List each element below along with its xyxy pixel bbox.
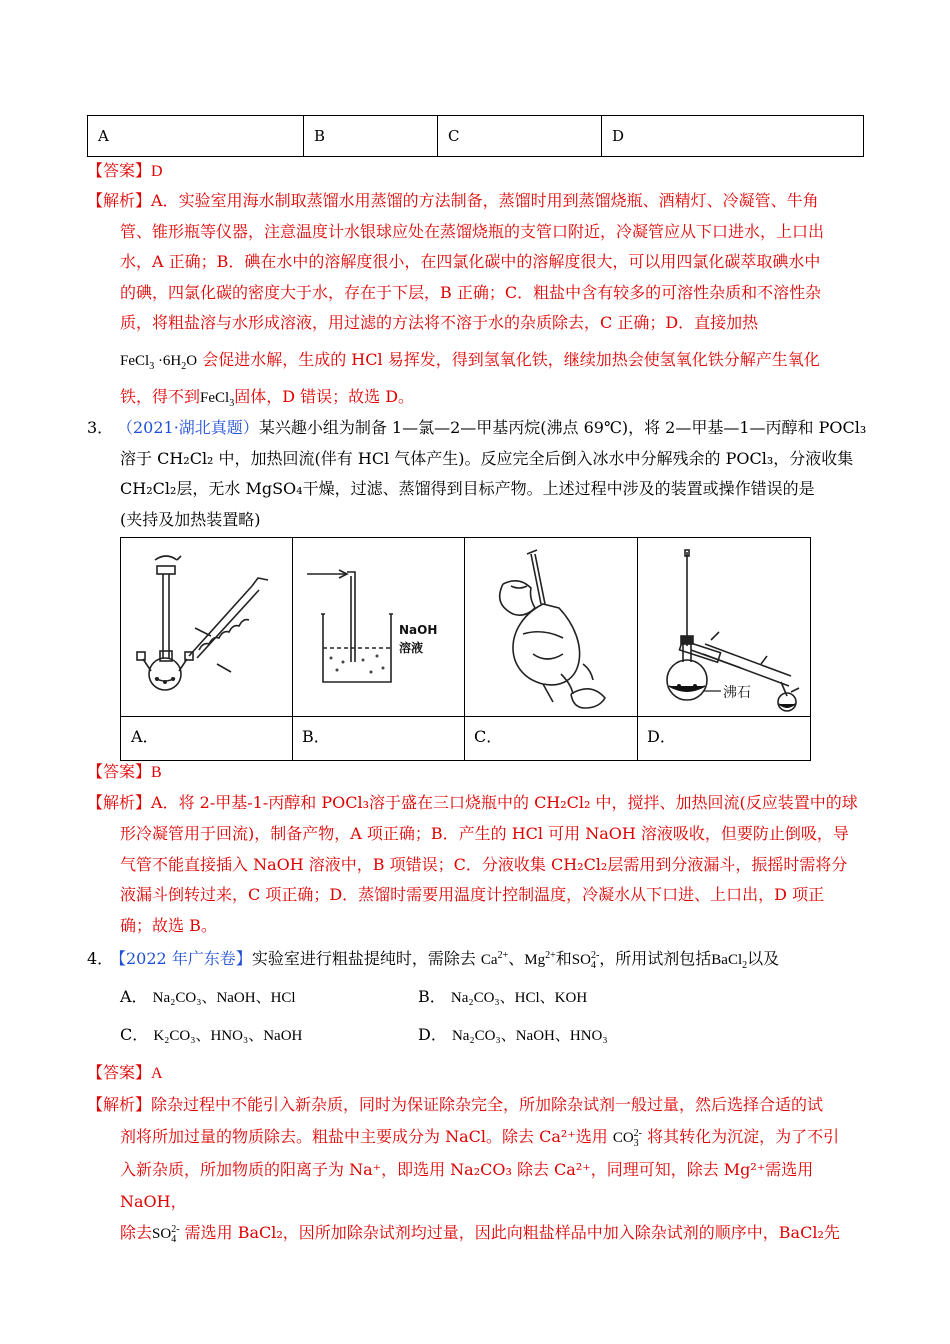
formula-bacl2: BaCl$_2$ <box>711 952 748 971</box>
question-source: （2021·湖北真题） <box>117 418 259 437</box>
figure-option-b: B． <box>302 727 330 746</box>
answer-label: 【答案】 <box>87 161 152 180</box>
q2-analysis: 【解析】A．实验室用海水制取蒸馏水用蒸馏的方法制备，蒸馏时用到蒸馏烧瓶、酒精灯、冷凝管、牛角 管、锥形瓶等仪器，注意温度计水银球应处在蒸馏烧瓶的支管口附近，冷凝管应从下口进水，上口出 水，A 正确；B．碘在水中的溶解度很小，在四氯化碳中的溶解度很大，可以用四氯化碳萃取碘水中 的碘，四氯化碳的密度大于水，存在于下层，B 正确；C．粗盐中含有较多的可溶性杂质和不溶性杂 质，将粗盐溶与水形成溶液，用过滤的方法将不溶于水的杂质除去，C 正确；D．直接加热 FeCl$_3$ $\cdot 6H_2O$ 会促进水解，生成的 HCl 易挥发，得到氢氧化铁，继续加热会使氢氧化铁分解产生氧化 铁，得不到FeCl$_3$固体，D 错误；故选 D。 <box>87 186 867 414</box>
q4-option-b[interactable]: B． Na₂CO₃、HCl、KOH <box>418 987 588 1006</box>
question-source: 【2022 年广东卷】 <box>110 949 252 968</box>
q4-option-c[interactable]: C． K₂CO₃、HNO₃、NaOH <box>120 1025 303 1044</box>
q4-option-a[interactable]: A． Na₂CO₃、NaOH、HCl <box>120 987 296 1006</box>
answer-options-table <box>87 115 864 157</box>
q3-analysis: 【解析】A．将 2-甲基-1-丙醇和 POCl₃溶于盛在三口烧瓶中的 CH₂Cl₂ 中，搅拌、加热回流(反应装置中的球 形冷凝管用于回流)，制备产物，A 项正确；B．产生的 HCl 可用 NaOH 溶液吸收，但要防止倒吸，导 气管不能直接插入 NaOH 溶液中，B 项错误；C．分液收集 CH₂Cl₂层需用到分液漏斗，振摇时需将分 液漏斗倒转过来，C 项正确；D．蒸馏时需要用温度计控制温度，冷凝水从下口进、上口出，D 项正 确；故选 B。 <box>87 793 858 936</box>
table-cell: A <box>88 116 304 157</box>
separatory-funnel-figure <box>473 544 633 712</box>
analysis-line: 【解析】A．实验室用海水制取蒸馏水用蒸馏的方法制备，蒸馏时用到蒸馏烧瓶、酒精灯、冷凝管、牛角 <box>87 191 819 210</box>
apparatus-figure-table <box>120 537 811 761</box>
ion-mg: $Mg^{2+}$ <box>524 950 556 968</box>
figure-option-d: D． <box>647 727 676 746</box>
q4-option-d[interactable]: D． Na₂CO₃、NaOH、HNO₃ <box>418 1025 608 1044</box>
ion-co3: $CO_3^{2-}$ <box>612 1127 642 1149</box>
reflux-apparatus-figure <box>127 546 287 711</box>
naoh-label: NaOH <box>399 623 438 637</box>
ion-so4: $SO_4^{2-}$ <box>152 1224 180 1245</box>
q2-answer <box>87 156 163 187</box>
ion-so4: $SO_4^{2-}$ <box>571 950 600 971</box>
figure-option-c: C． <box>474 727 503 746</box>
answer-value: D <box>151 163 163 180</box>
answer-value: B <box>151 764 162 781</box>
q4-stem: 4．【2022 年广东卷】实验室进行粗盐提纯时，需除去 $Ca^{2+}$、$Mg^{2+}$和$SO_4^{2-}$，所用试剂包括BaCl$_2$以及 <box>87 944 867 975</box>
question-number: 4． <box>87 949 114 968</box>
q4-analysis: 【解析】除杂过程中不能引入新杂质，同时为保证除杂完全，所加除杂试剂一般过量，然后选择合适的试 剂将所加过量的物质除去。粗盐中主要成分为 NaCl。除去 Ca²⁺选用 $CO_3^{2-}$ 将其转化为沉淀，为了不引 入新杂质，所加物质的阳离子为 Na⁺，即选用 Na₂CO₃ 除去 Ca²⁺，同理可知，除去 Mg²⁺需选用 NaOH， 除去$SO_4^{2-}$ 需选用 BaCl₂，因所加除杂试剂均过量，因此向粗盐样品中加入除杂试剂的顺序中，BaCl₂先 <box>87 1095 840 1245</box>
boiling-stone-label: 沸石 <box>723 685 751 701</box>
formula-fecl3-6h2o: FeCl$_3$ $\cdot 6H_2O$ <box>120 352 198 372</box>
table-cell: D <box>602 116 864 157</box>
distillation-apparatus-figure <box>641 546 807 714</box>
figure-option-a: A． <box>131 727 159 746</box>
answer-label: 【答案】 <box>87 1063 152 1082</box>
formula-fecl3: FeCl$_3$ <box>200 390 235 409</box>
answer-value: A <box>151 1065 163 1082</box>
naoh-absorption-figure <box>299 550 459 710</box>
table-cell: B <box>304 116 438 157</box>
q4-answer <box>87 1058 163 1089</box>
question-number: 3． <box>87 418 114 437</box>
q3-stem: 3． （2021·湖北真题）某兴趣小组为制备 1—氯—2—甲基丙烷(沸点 69℃)，将 2—甲基—1—丙醇和 POCl₃ 溶于 CH₂Cl₂ 中，加热回流(伴有 HCl 气体产生)。反应完全后倒入冰水中分解残余的 POCl₃，分液收集 CH₂Cl₂层，无水 MgSO₄干燥，过滤、蒸馏得到目标产物。上述过程中涉及的装置或操作错误的是 (夹持及加热装置略) <box>87 413 867 535</box>
answer-label: 【答案】 <box>87 762 152 781</box>
table-cell: C <box>438 116 602 157</box>
ion-ca: $Ca^{2+}$ <box>480 950 509 968</box>
solution-label: 溶液 <box>399 641 424 655</box>
q3-answer <box>87 757 162 788</box>
